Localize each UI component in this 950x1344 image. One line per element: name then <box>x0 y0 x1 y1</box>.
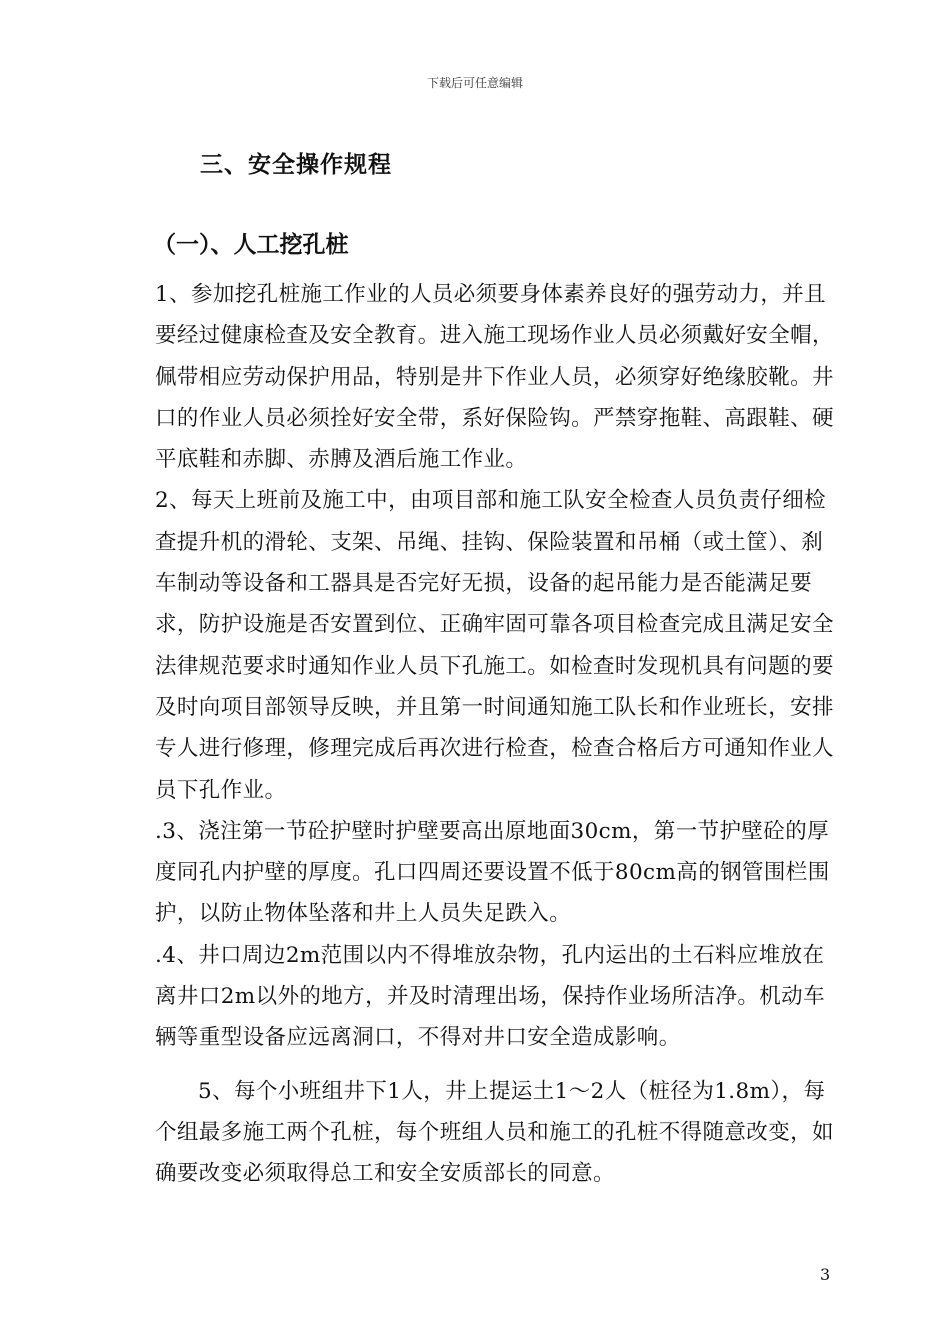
page-header-note: 下载后可任意编辑 <box>426 76 523 90</box>
paragraph-5: 5、每个小班组井下1人，井上提运土1～2人（桩径为1.8m），每个组最多施工两个孔桩，每个班组人员和施工的孔桩不得随意改变，如确要改变必须取得总工和安全安质部长的同意。 <box>155 1078 834 1187</box>
paragraph-2: 2、每天上班前及施工中，由项目部和施工队安全检查人员负责仔细检查提升机的滑轮、支架、吊绳、挂钩、保险装置和吊桶（或土筐）、刹车制动等设备和工器具是否完好无损，设备的起吊能力是否能满足要求，防护设施是否安置到位、正确牢固可靠各项目检查完成且满足安全法律规范要求时通知作业人员下孔施工。如检查时发现机具有问题的要及时向项目部领导反映，并且第一时间通知施工队长和作业班长，安排专人进行修理，修理完成后再次进行检查，检查合格后方可通知作业人员下孔作业。 <box>155 488 834 803</box>
paragraph-1: 1、参加挖孔桩施工作业的人员必须要身体素养良好的强劳动力，并且要经过健康检查及安全教育。进入施工现场作业人员必须戴好安全帽，佩带相应劳动保护用品，特别是井下作业人员，必须穿好绝缘胶靴。井口的作业人员必须拴好安全带，系好保险钩。严禁穿拖鞋、高跟鞋、硬平底鞋和赤脚、赤膊及酒后施工作业。 <box>155 282 834 473</box>
paragraph-3: .3、浇注第一节砼护壁时护壁要高出原地面30cm，第一节护壁砼的厚度同孔内护壁的厚度。孔口四周还要设置不低于80cm高的钢管围栏围护，以防止物体坠落和井上人员失足跌入。 <box>155 818 830 927</box>
section-title: 三、安全操作规程 <box>200 151 392 178</box>
page-number: 3 <box>820 1265 831 1284</box>
document-body <box>155 274 845 1195</box>
subsection-title: （一）、人工挖孔桩 <box>153 231 349 258</box>
paragraph-4: .4、井口周边2m范围以内不得堆放杂物，孔内运出的土石料应堆放在离井口2m以外的地方，并及时清理出场，保持作业场所洁净。机动车辆等重型设备应远离洞口，不得对井口安全造成影响。 <box>155 942 825 1051</box>
